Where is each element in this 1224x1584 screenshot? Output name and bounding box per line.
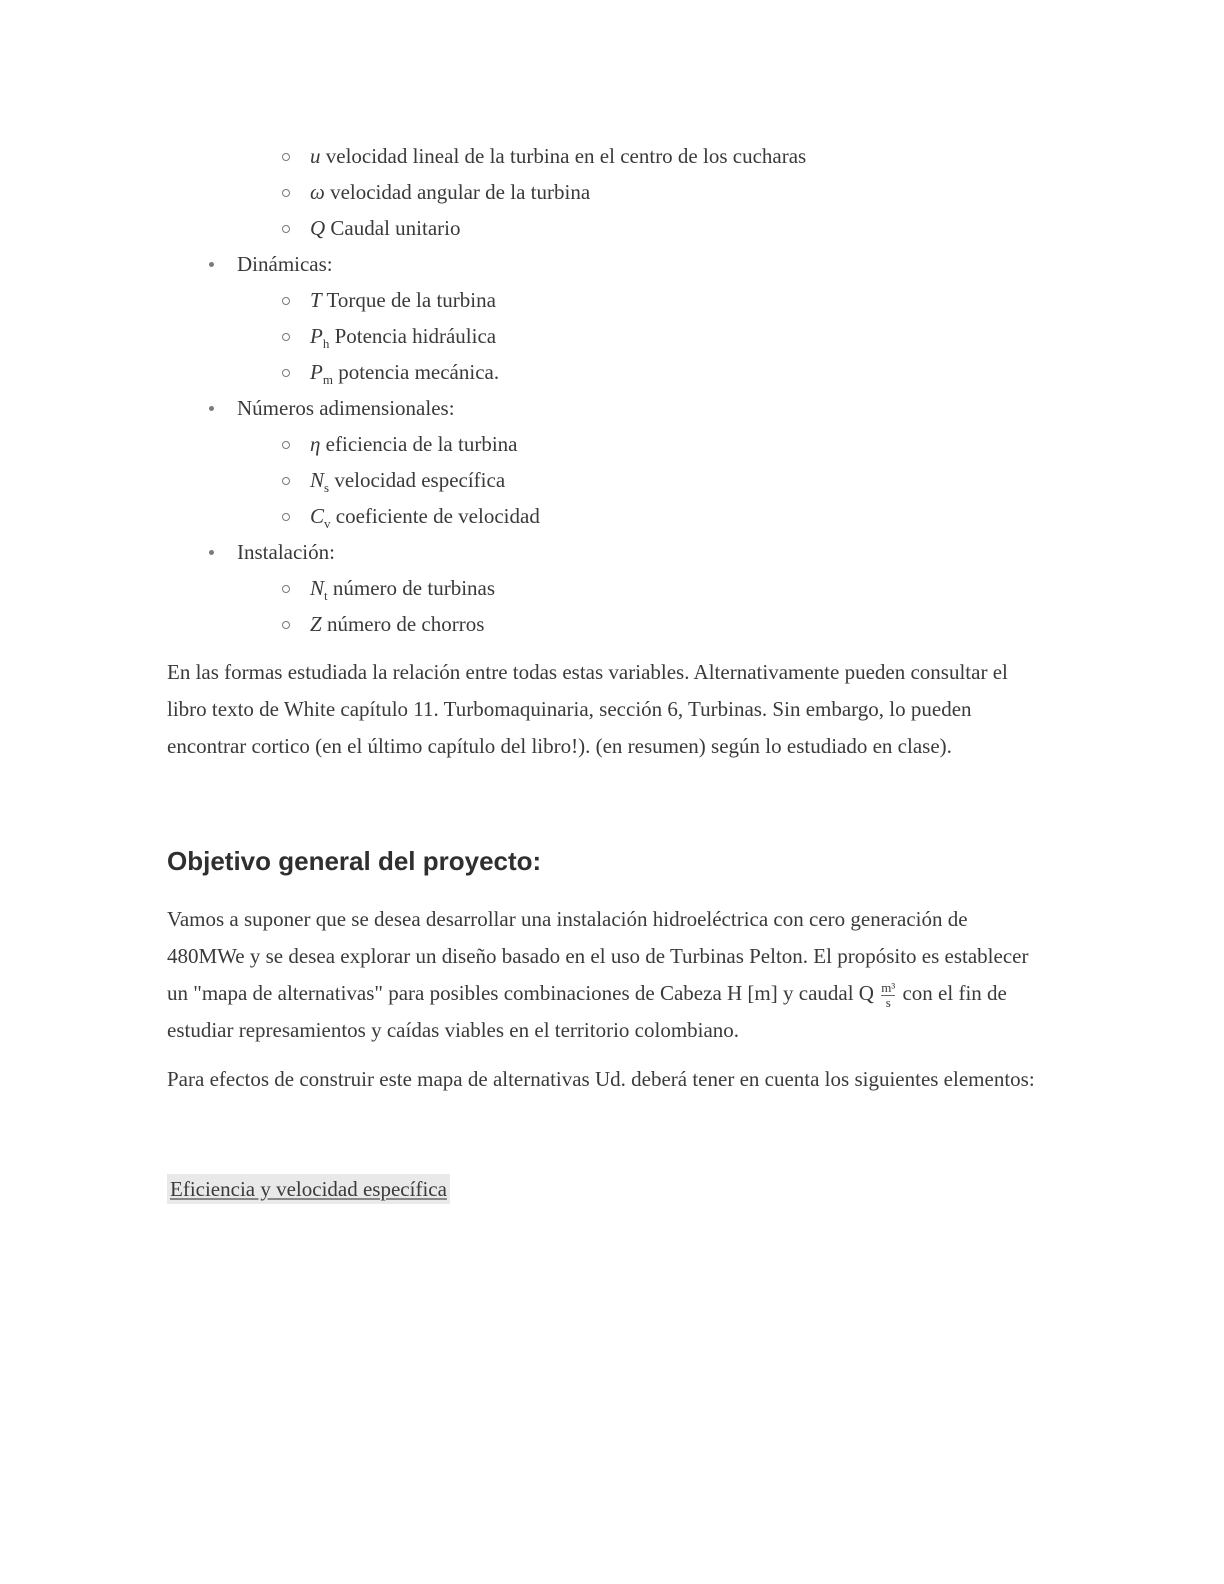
variable-item [167, 570, 1047, 606]
explanation-paragraph: En las formas estudiada la relación entre todas estas variables. Alternativamente pueden consultar el libro texto de White capítulo 11. Turbomaquinaria, sección 6, Turbinas. Sin embargo, lo pueden encontrar cortico (en el último capítulo del libro!). (en resumen) según lo estudiado en clase). [167, 660, 1008, 758]
variable-categories-list [167, 246, 1047, 642]
variable-symbol: N [310, 468, 325, 492]
instructions-paragraph: Para efectos de construir este mapa de alternativas Ud. deberá tener en cuenta los siguientes elementos: [167, 1067, 1035, 1091]
subsection-link[interactable]: Eficiencia y velocidad específica [167, 1174, 450, 1204]
variable-description: número de turbinas [327, 576, 496, 600]
variable-item [167, 354, 1047, 390]
category-item [167, 246, 1047, 390]
variable-symbol: η [310, 432, 321, 456]
variable-description: potencia mecánica. [332, 360, 500, 384]
variable-symbol: Q [310, 216, 326, 240]
flow-units-fraction [881, 981, 895, 1010]
variable-item [167, 606, 1047, 642]
variable-item [167, 462, 1047, 498]
variable-item [167, 318, 1047, 354]
variable-symbol: P [310, 360, 323, 384]
variable-symbol: N [310, 576, 325, 600]
variable-subscript: m [322, 372, 333, 388]
variable-subscript: t [324, 588, 328, 604]
variable-symbol: u [310, 144, 321, 168]
variable-item [167, 498, 1047, 534]
variable-item [167, 174, 1047, 210]
objective-text-part-a: Vamos a suponer que se desea desarrollar una instalación hidroeléctrica con cero generación de 480MWe y se desea explorar un diseño basado en el uso de Turbinas Pelton. El propósito es establecer un "mapa de alternativas" para posibles combinaciones de Cabeza H [m] y caudal Q [167, 907, 1029, 1005]
objective-text-line-3: estudiar represamientos y caídas viables en el territorio colombiano. [167, 1018, 740, 1042]
variable-symbol: P [310, 324, 323, 348]
category-label: Números adimensionales: [237, 390, 1047, 426]
variable-subscript: v [324, 516, 331, 532]
variable-description: Torque de la turbina [321, 288, 496, 312]
variable-item [167, 138, 1047, 174]
section-heading: Objetivo general del proyecto: [167, 846, 542, 876]
category-sublist [237, 426, 1047, 534]
category-item [167, 534, 1047, 642]
variable-description: Caudal unitario [325, 216, 461, 240]
document-content [167, 138, 1047, 1204]
variable-description: coeficiente de velocidad [330, 504, 540, 528]
variable-description: velocidad lineal de la turbina en el centro de los cucharas [320, 144, 807, 168]
category-sublist [237, 282, 1047, 390]
category-sublist [237, 570, 1047, 642]
variable-description: velocidad angular de la turbina [324, 180, 591, 204]
variable-sublist [167, 138, 1047, 246]
objective-text-part-b: con el fin de [902, 981, 1007, 1005]
variable-item [167, 210, 1047, 246]
variable-item [167, 426, 1047, 462]
category-label: Dinámicas: [237, 246, 1047, 282]
variable-subscript: h [322, 336, 330, 352]
variable-symbol: Z [310, 612, 322, 636]
category-item [167, 390, 1047, 534]
variable-symbol: ω [310, 180, 325, 204]
fraction-numerator: m³ [881, 979, 896, 995]
variable-symbol: C [310, 504, 325, 528]
objective-paragraph [167, 901, 1047, 1049]
variable-description: número de chorros [321, 612, 485, 636]
variable-description: velocidad específica [329, 468, 506, 492]
variable-item [167, 282, 1047, 318]
variable-subscript: s [324, 480, 330, 496]
variable-description: Potencia hidráulica [329, 324, 497, 348]
fraction-denominator: s [885, 994, 891, 1010]
variable-symbol: T [310, 288, 322, 312]
category-label: Instalación: [237, 534, 1047, 570]
variable-description: eficiencia de la turbina [320, 432, 518, 456]
